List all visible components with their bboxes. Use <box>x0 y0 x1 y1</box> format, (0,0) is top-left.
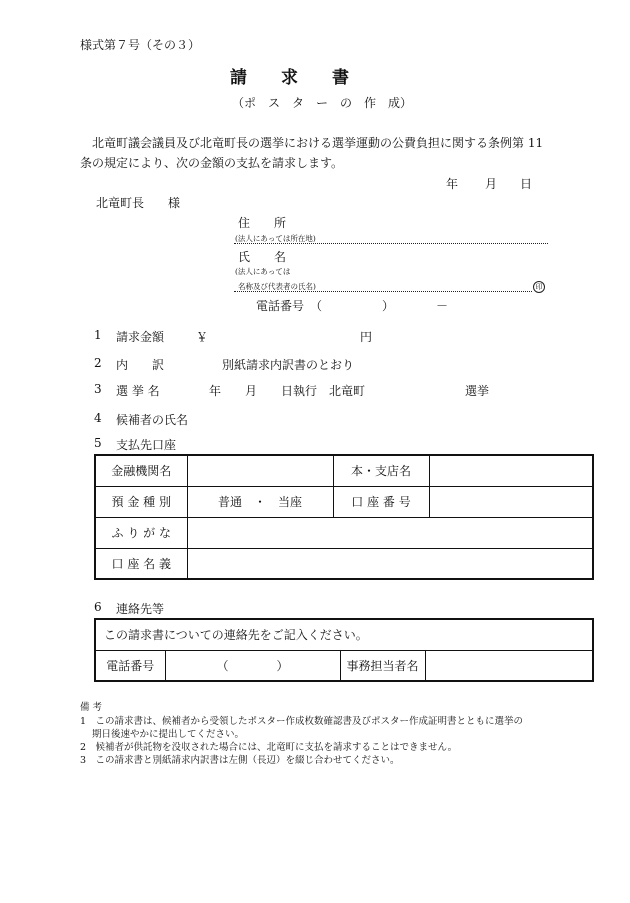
note-1-line-1: 1 この請求書は、候補者から受領したポスター作成枚数確認書及びポスター作成証明書とともに選挙の <box>80 716 524 727</box>
deposit-type-options[interactable]: 普通 ・ 当座 <box>187 486 333 517</box>
date-year: 年 <box>446 177 459 191</box>
account-name-label: 口 座 名 義 <box>95 548 187 579</box>
item-3-number: 3 <box>94 382 102 396</box>
name-line <box>234 291 532 292</box>
document-title: 請 求 書 <box>230 68 349 88</box>
bank-account-table <box>94 454 594 580</box>
institution-field[interactable] <box>187 455 333 486</box>
item-4-label: 候補者の氏名 <box>116 413 189 427</box>
note-2: 2 候補者が供託物を没収された場合には、北竜町に支払を請求することはできません。 <box>80 742 458 753</box>
item-3-value: 年 月 日執行 北竜町 <box>209 384 366 398</box>
furigana-label: ふ り が な <box>95 517 187 548</box>
name-label: 氏 名 <box>238 250 287 264</box>
yen-unit: 円 <box>360 330 373 344</box>
contact-phone-field[interactable]: （ ） <box>165 650 340 681</box>
intro-line-2: 条の規定により、次の金額の支払を請求します。 <box>80 156 344 170</box>
name-note-2: 名称及び代表者の氏名) <box>238 282 316 291</box>
note-3: 3 この請求書と別紙請求内訳書は左側（長辺）を綴じ合わせてください。 <box>80 755 400 766</box>
item-2-value: 別紙請求内訳書のとおり <box>222 358 355 372</box>
deposit-type-label: 預 金 種 別 <box>95 486 187 517</box>
seal-mark: 印 <box>533 281 545 293</box>
item-5-number: 5 <box>94 436 102 450</box>
contact-table <box>94 618 594 682</box>
item-1-label: 請求金額 <box>116 330 165 344</box>
yen-sign: ￥ <box>196 330 209 344</box>
item-4-number: 4 <box>94 411 102 425</box>
furigana-field[interactable] <box>187 517 593 548</box>
branch-label: 本・支店名 <box>333 455 429 486</box>
contact-notice: この請求書についての連絡先をご記入ください。 <box>95 619 593 650</box>
addressee: 北竜町長 様 <box>96 196 181 210</box>
intro-line-1: 北竜町議会議員及び北竜町長の選挙における選挙運動の公費負担に関する条例第 11 <box>92 136 544 150</box>
contact-phone-label: 電話番号 <box>95 650 165 681</box>
address-line <box>234 243 548 244</box>
account-number-label: 口 座 番 号 <box>333 486 429 517</box>
item-1-number: 1 <box>94 328 102 342</box>
item-3-label: 選 挙 名 <box>116 384 160 398</box>
phone-line: 電話番号 （ ） － <box>256 299 449 313</box>
item-3-suffix: 選挙 <box>465 384 490 398</box>
branch-field[interactable] <box>429 455 593 486</box>
address-label: 住 所 <box>238 216 287 230</box>
account-number-field[interactable] <box>429 486 593 517</box>
form-number: 様式第７号（その３） <box>80 38 201 52</box>
item-5-label: 支払先口座 <box>116 438 177 452</box>
staff-name-field[interactable] <box>425 650 593 681</box>
item-2-label: 内 訳 <box>116 358 165 372</box>
account-name-field[interactable] <box>187 548 593 579</box>
name-note-1: (法人にあっては <box>235 267 291 276</box>
staff-name-label: 事務担当者名 <box>340 650 425 681</box>
date-month: 月 <box>485 177 498 191</box>
document-subtitle: （ポ ス タ ー の 作 成） <box>232 96 413 110</box>
institution-label: 金融機関名 <box>95 455 187 486</box>
item-6-label: 連絡先等 <box>116 602 165 616</box>
note-1-line-2: 期日後速やかに提出してください。 <box>92 729 245 740</box>
address-note: (法人にあっては所在地) <box>235 234 316 243</box>
date-day: 日 <box>520 177 533 191</box>
notes-heading: 備 考 <box>80 702 103 713</box>
item-6-number: 6 <box>94 600 102 614</box>
item-2-number: 2 <box>94 356 102 370</box>
